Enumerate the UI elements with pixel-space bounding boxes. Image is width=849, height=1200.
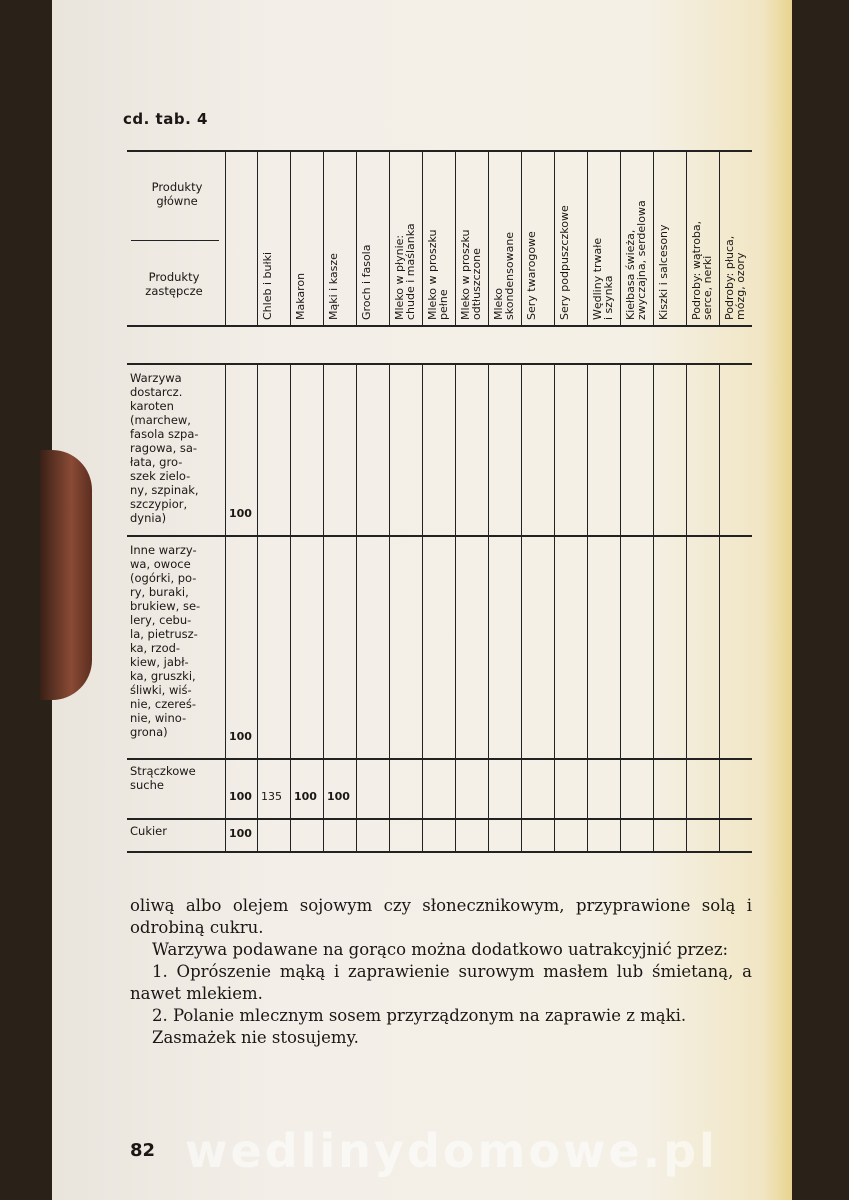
column-header: Mąki i kasze (327, 253, 340, 320)
column-rule (686, 363, 687, 851)
column-rule (455, 150, 456, 325)
column-header: Mleko w płynie: chude i maślanka (393, 223, 417, 320)
column-rule (356, 363, 357, 851)
paragraph: Warzywa podawane na gorąco można dodatkowo uatrakcyjnić przez: (152, 940, 729, 959)
cell-value: 100 (229, 730, 252, 743)
column-header: Sery podpuszczkowe (558, 205, 571, 320)
column-rule (620, 363, 621, 851)
column-rule (323, 150, 324, 325)
table-rule (127, 535, 752, 537)
table-rule (127, 150, 752, 152)
column-rule (554, 150, 555, 325)
header-main-label: Produkty główne (151, 180, 203, 208)
table-rule (127, 325, 752, 327)
column-rule (257, 363, 258, 851)
column-rule (686, 150, 687, 325)
row-label: Warzywa dostarcz. karoten (marchew, fasola szpa- ragowa, sa- łata, gro- szek zielo- ny, szpinak, szczypior, dynia) (130, 371, 199, 525)
column-rule (323, 363, 324, 851)
column-rule (389, 363, 390, 851)
column-rule (719, 363, 720, 851)
column-rule (422, 363, 423, 851)
column-rule (290, 363, 291, 851)
paragraph: Zasmażek nie stosujemy. (152, 1028, 359, 1047)
cell-value: 100 (229, 827, 252, 840)
paragraph: 1. Oprószenie mąką i zaprawienie surowym masłem lub śmietaną, a nawet mlekiem. (130, 962, 752, 1003)
column-header: Makaron (294, 272, 307, 320)
thumb (40, 450, 92, 700)
cell-value: 135 (261, 790, 282, 803)
cell-value: 100 (229, 507, 252, 520)
column-rule (719, 150, 720, 325)
header-sub-label: Produkty zastępcze (145, 270, 203, 298)
column-rule (225, 150, 226, 325)
column-header: Podroby: wątroba, serce, nerki (690, 220, 714, 320)
row-label: Strączkowe suche (130, 764, 196, 792)
column-header: Mleko w proszku pełne (426, 229, 450, 320)
column-rule (455, 363, 456, 851)
column-rule (554, 363, 555, 851)
column-rule (422, 150, 423, 325)
column-rule (290, 150, 291, 325)
column-header: Mleko w proszku odtłuszczone (459, 229, 483, 320)
table-rule (127, 758, 752, 760)
column-header: Podroby: płuca, mózg, ozory (723, 235, 747, 320)
page-number: 82 (130, 1140, 156, 1161)
column-rule (488, 150, 489, 325)
column-header: Kiełbasa świeża, zwyczajna, serdelowa (624, 200, 648, 320)
column-header: Wędliny trwałe i szynka (591, 237, 615, 320)
column-rule (587, 150, 588, 325)
cell-value: 100 (327, 790, 350, 803)
row-label: Inne warzy- wa, owoce (ogórki, po- ry, buraki, brukiew, se- lery, cebu- la, pietrusz- ka, rzod- kiew, jabł- ka, gruszki, śliwki, wiś- nie, czereś- nie, wino- grona) (130, 543, 201, 739)
column-header: Sery twarogowe (525, 231, 538, 320)
body-text (130, 895, 752, 1049)
column-header: Kiszki i salcesony (657, 224, 670, 320)
column-rule (521, 150, 522, 325)
watermark: wedlinydomowe.pl (185, 1124, 718, 1178)
table-caption: cd. tab. 4 (123, 110, 208, 128)
column-rule (653, 363, 654, 851)
cell-value: 100 (229, 790, 252, 803)
column-header: Chleb i bułki (261, 251, 274, 320)
paragraph: 2. Polanie mlecznym sosem przyrządzonym na zaprawie z mąki. (152, 1006, 687, 1025)
column-rule (225, 363, 226, 851)
table-rule (127, 818, 752, 820)
column-rule (356, 150, 357, 325)
column-rule (521, 363, 522, 851)
row-label: Cukier (130, 824, 167, 838)
header-divider (131, 240, 219, 241)
cell-value: 100 (294, 790, 317, 803)
column-header: Groch i fasola (360, 244, 373, 320)
column-rule (488, 363, 489, 851)
column-rule (389, 150, 390, 325)
column-rule (620, 150, 621, 325)
column-rule (257, 150, 258, 325)
column-rule (587, 363, 588, 851)
column-header: Mleko skondensowane (492, 231, 516, 320)
table-rule (127, 851, 752, 853)
paragraph: oliwą albo olejem sojowym czy słonecznikowym, przyprawione solą i odrobiną cukru. (130, 896, 752, 937)
column-rule (653, 150, 654, 325)
table-rule (127, 363, 752, 365)
